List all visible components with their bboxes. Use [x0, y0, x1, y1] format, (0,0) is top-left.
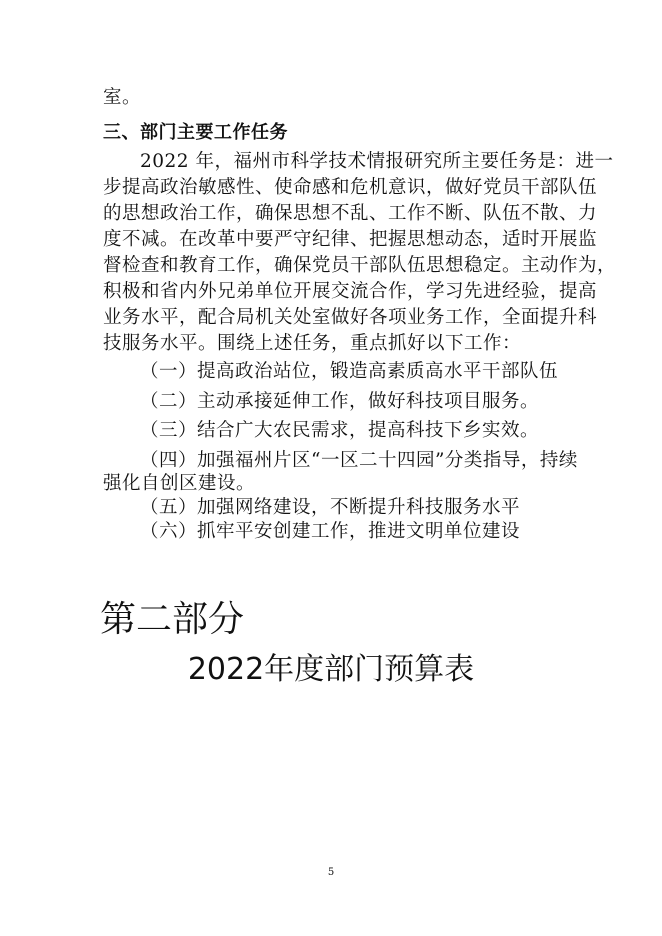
section-heading: 三、部门主要工作任务	[103, 122, 288, 143]
paragraph-line: 技服务水平。围绕上述任务，重点抓好以下工作：	[103, 333, 522, 354]
paragraph-line: 度不减。在改革中要严守纪律、把握思想动态，适时开展监	[103, 229, 598, 250]
task-item: （五）加强网络建设，不断提升科技服务水平	[140, 497, 521, 518]
task-item-continuation: 强化自创区建设。	[103, 473, 256, 494]
part-title: 第二部分	[100, 599, 245, 640]
task-item: （四）加强福州片区“一区二十四园”分类指导，持续	[140, 450, 578, 471]
page-number: 5	[327, 867, 335, 878]
paragraph-line: 业务水平，配合局机关处室做好各项业务工作，全面提升科	[103, 307, 598, 328]
task-item: （一）提高政治站位，锻造高素质高水平干部队伍	[140, 361, 559, 382]
task-item: （三）结合广大农民需求，提高科技下乡实效。	[140, 420, 540, 441]
continuation-text: 室。	[103, 87, 142, 108]
paragraph-line: 步提高政治敏感性、使命感和危机意识，做好党员干部队伍	[103, 177, 598, 198]
paragraph-line: 2022 年，福州市科学技术情报研究所主要任务是：进一	[140, 151, 614, 172]
task-item: （六）抓牢平安创建工作，推进文明单位建设	[140, 521, 521, 542]
task-item: （二）主动承接延伸工作，做好科技项目服务。	[140, 391, 540, 412]
budget-table-title: 2022年度部门预算表	[187, 652, 475, 687]
paragraph-line: 积极和省内外兄弟单位开展交流合作，学习先进经验，提高	[103, 281, 598, 302]
paragraph-line: 的思想政治工作，确保思想不乱、工作不断、队伍不散、力	[103, 203, 598, 224]
paragraph-line: 督检查和教育工作，确保党员干部队伍思想稳定。主动作为，	[103, 255, 617, 276]
